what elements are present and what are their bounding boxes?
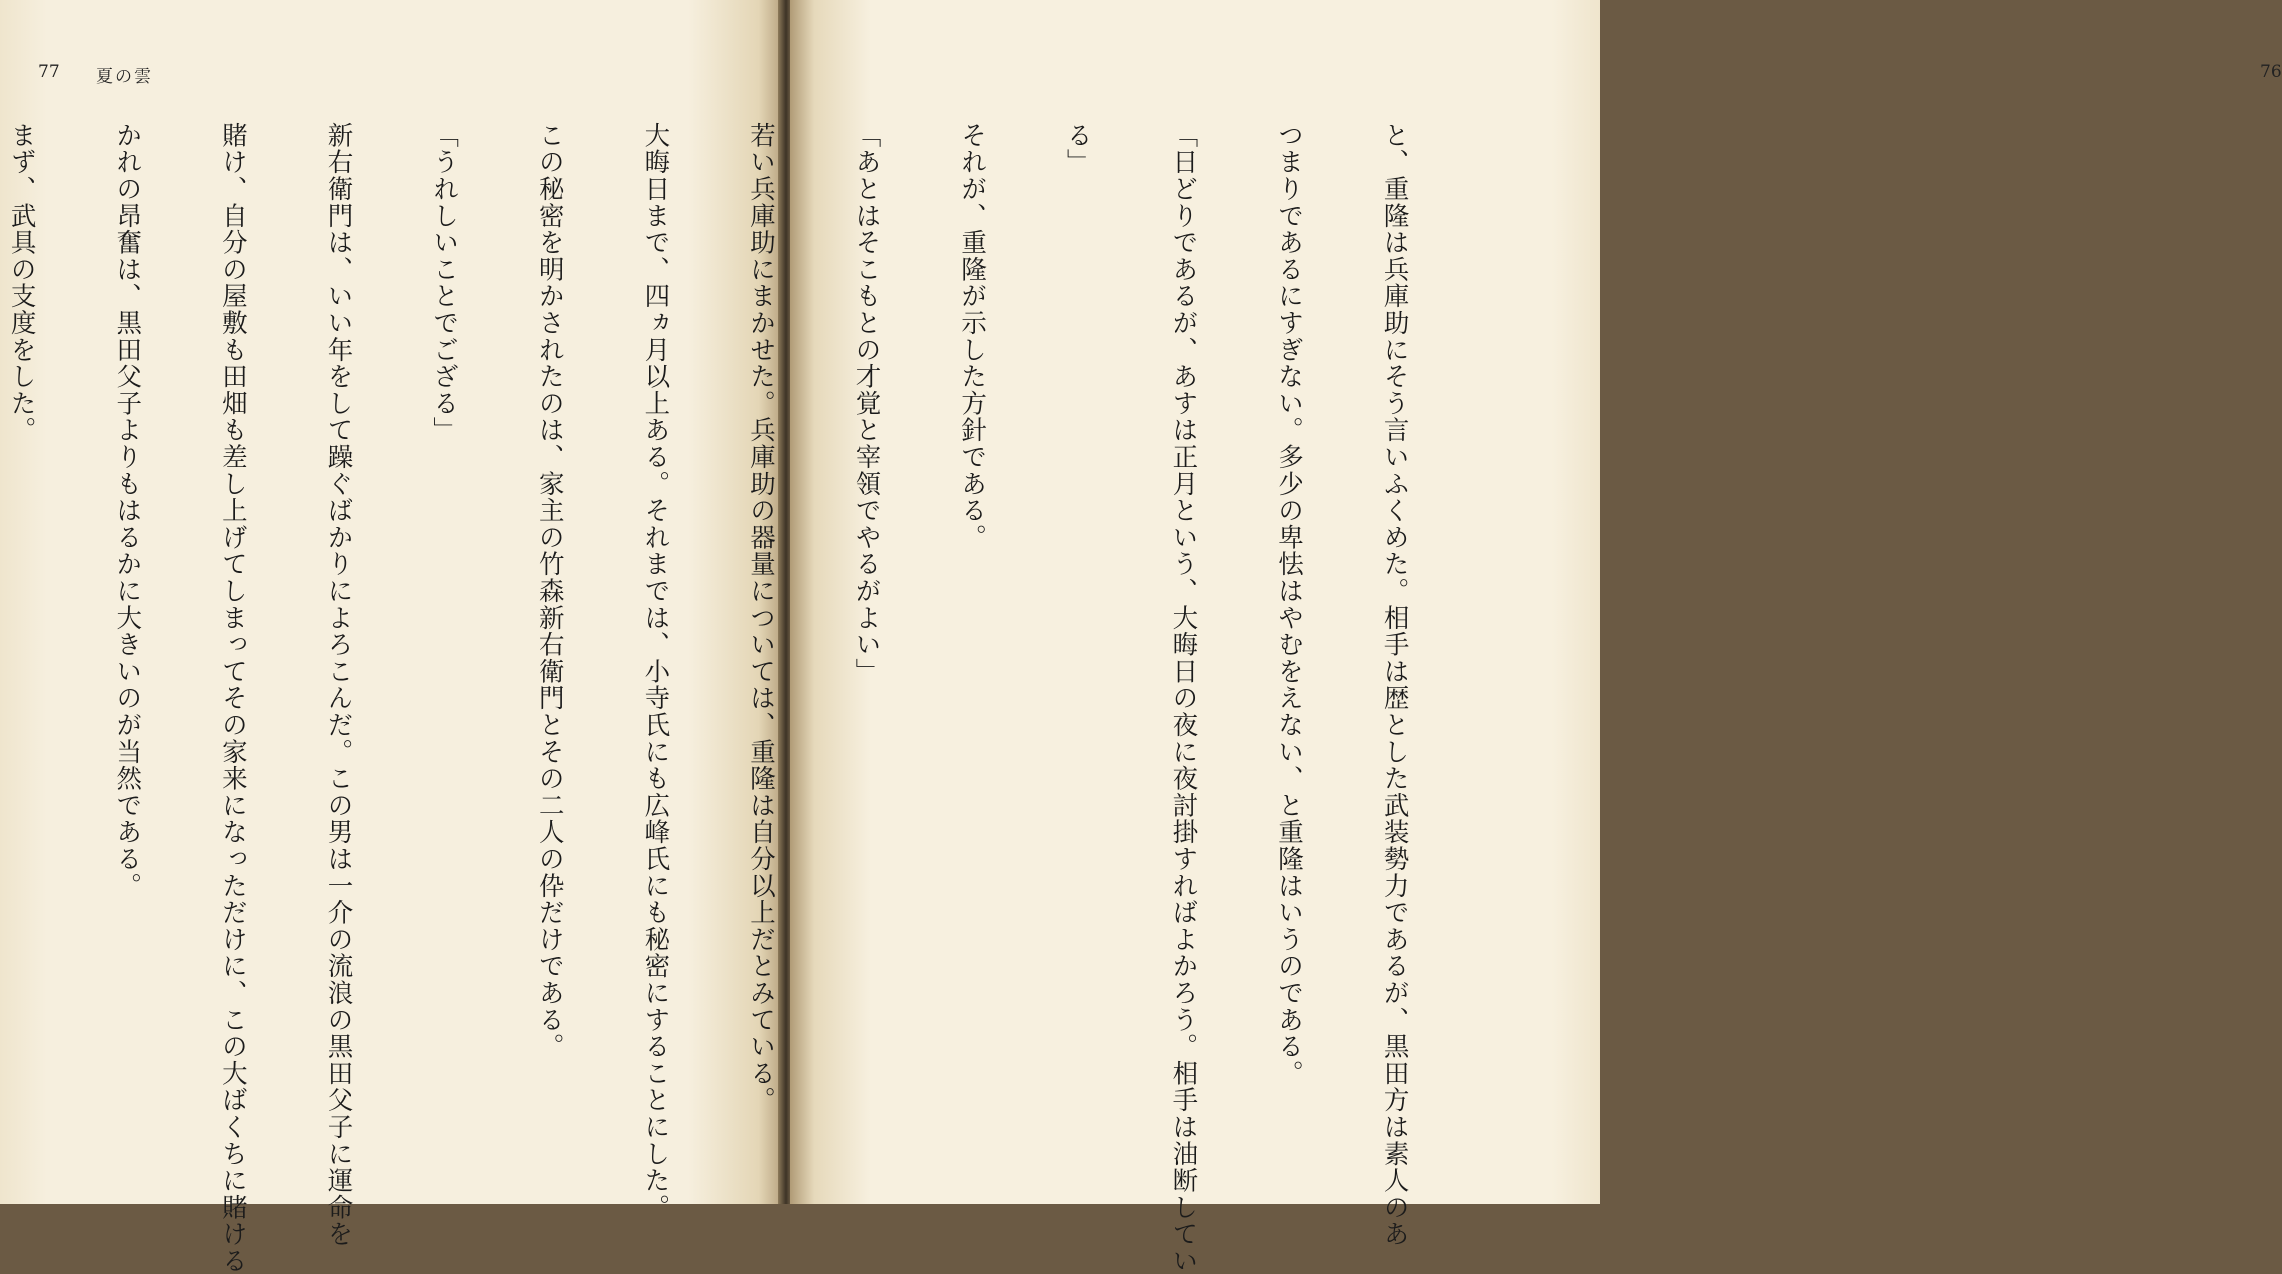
page-number: 77 (38, 62, 60, 82)
running-head: 夏の雲 (96, 67, 153, 87)
text-line: つまりであるにすぎない。多少の卑怯はやむをえない、と重隆はいうのである。 (1273, 122, 1304, 1087)
page-number: 76 (2260, 62, 2282, 82)
text-line: それが、重隆が示した方針である。 (957, 122, 988, 551)
text-line: 大晦日まで、四ヵ月以上ある。それまでは、小寺氏にも広峰氏にも秘密にすることにした。 (640, 122, 671, 1221)
text-line: この秘密を明かされたのは、家主の竹森新右衛門とその二人の伜だけである。 (534, 122, 565, 1060)
text-line: かれの昂奮は、黒田父子よりもはるかに大きいのが当然である。 (112, 122, 143, 900)
text-line: る」 (1062, 122, 1093, 176)
text-line: 「うれしいことでござる」 (429, 122, 460, 444)
text-line: 若い兵庫助にまかせた。兵庫助の器量については、重隆は自分以上だとみている。 (745, 122, 776, 1114)
text-line: 賭け、自分の屋敷も田畑も差し上げてしまってその家来になっただけに、この大ばくちに賭ける (217, 122, 248, 1274)
right-page-body (6, 122, 1482, 1274)
text-line: と、重隆は兵庫助にそう言いふくめた。相手は歴とした武装勢力であるが、黒田方は素人のあ (1379, 122, 1410, 1248)
text-line: 「日どりであるが、あすは正月という、大晦日の夜に夜討掛すればよかろう。相手は油断してい (1168, 122, 1199, 1274)
text-line: 「あとはそこもとの才覚と宰領でやるがよい」 (851, 122, 882, 685)
text-line: 新右衛門は、いい年をして躁ぐばかりによろこんだ。この男は一介の流浪の黒田父子に運命を (323, 122, 354, 1248)
text-line: まず、武具の支度をした。 (6, 122, 37, 444)
